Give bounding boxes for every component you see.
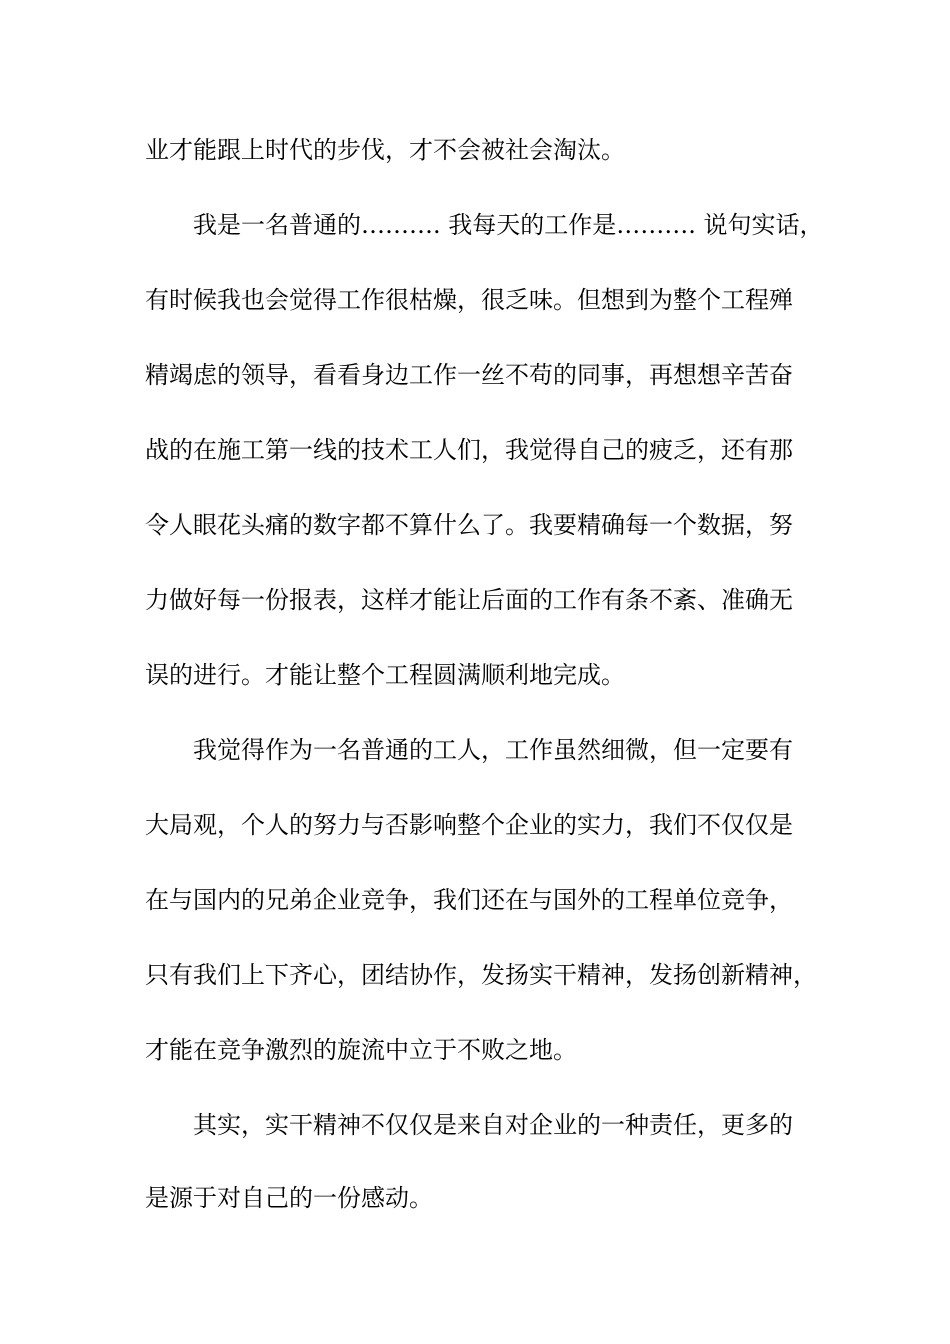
text-line: 是源于对自己的一份感动。 (145, 1184, 433, 1212)
text-line: 我觉得作为一名普通的工人，工作虽然细微，但一定要有 (193, 736, 793, 764)
text-line: 误的进行。才能让整个工程圆满顺利地完成。 (145, 661, 625, 689)
text-line: 精竭虑的领导，看看身边工作一丝不苟的同事，再想想辛苦奋 (145, 361, 793, 389)
text-line: 力做好每一份报表，这样才能让后面的工作有条不紊、准确无 (145, 586, 793, 614)
text-line: 我是一名普通的………. 我每天的工作是………. 说句实话， (193, 211, 824, 239)
text-line: 战的在施工第一线的技术工人们，我觉得自己的疲乏，还有那 (145, 436, 793, 464)
text-line: 业才能跟上时代的步伐，才不会被社会淘汰。 (145, 136, 625, 164)
text-line: 有时候我也会觉得工作很枯燥，很乏味。但想到为整个工程殚 (145, 286, 793, 314)
text-line: 其实，实干精神不仅仅是来自对企业的一种责任，更多的 (193, 1111, 793, 1139)
text-line: 令人眼花头痛的数字都不算什么了。我要精确每一个数据，努 (145, 511, 793, 539)
text-line: 才能在竞争激烈的旋流中立于不败之地。 (145, 1036, 577, 1064)
text-line: 大局观，个人的努力与否影响整个企业的实力，我们不仅仅是 (145, 811, 793, 839)
text-line: 在与国内的兄弟企业竞争，我们还在与国外的工程单位竞争， (145, 886, 793, 914)
text-line: 只有我们上下齐心，团结协作，发扬实干精神，发扬创新精神， (145, 961, 817, 989)
